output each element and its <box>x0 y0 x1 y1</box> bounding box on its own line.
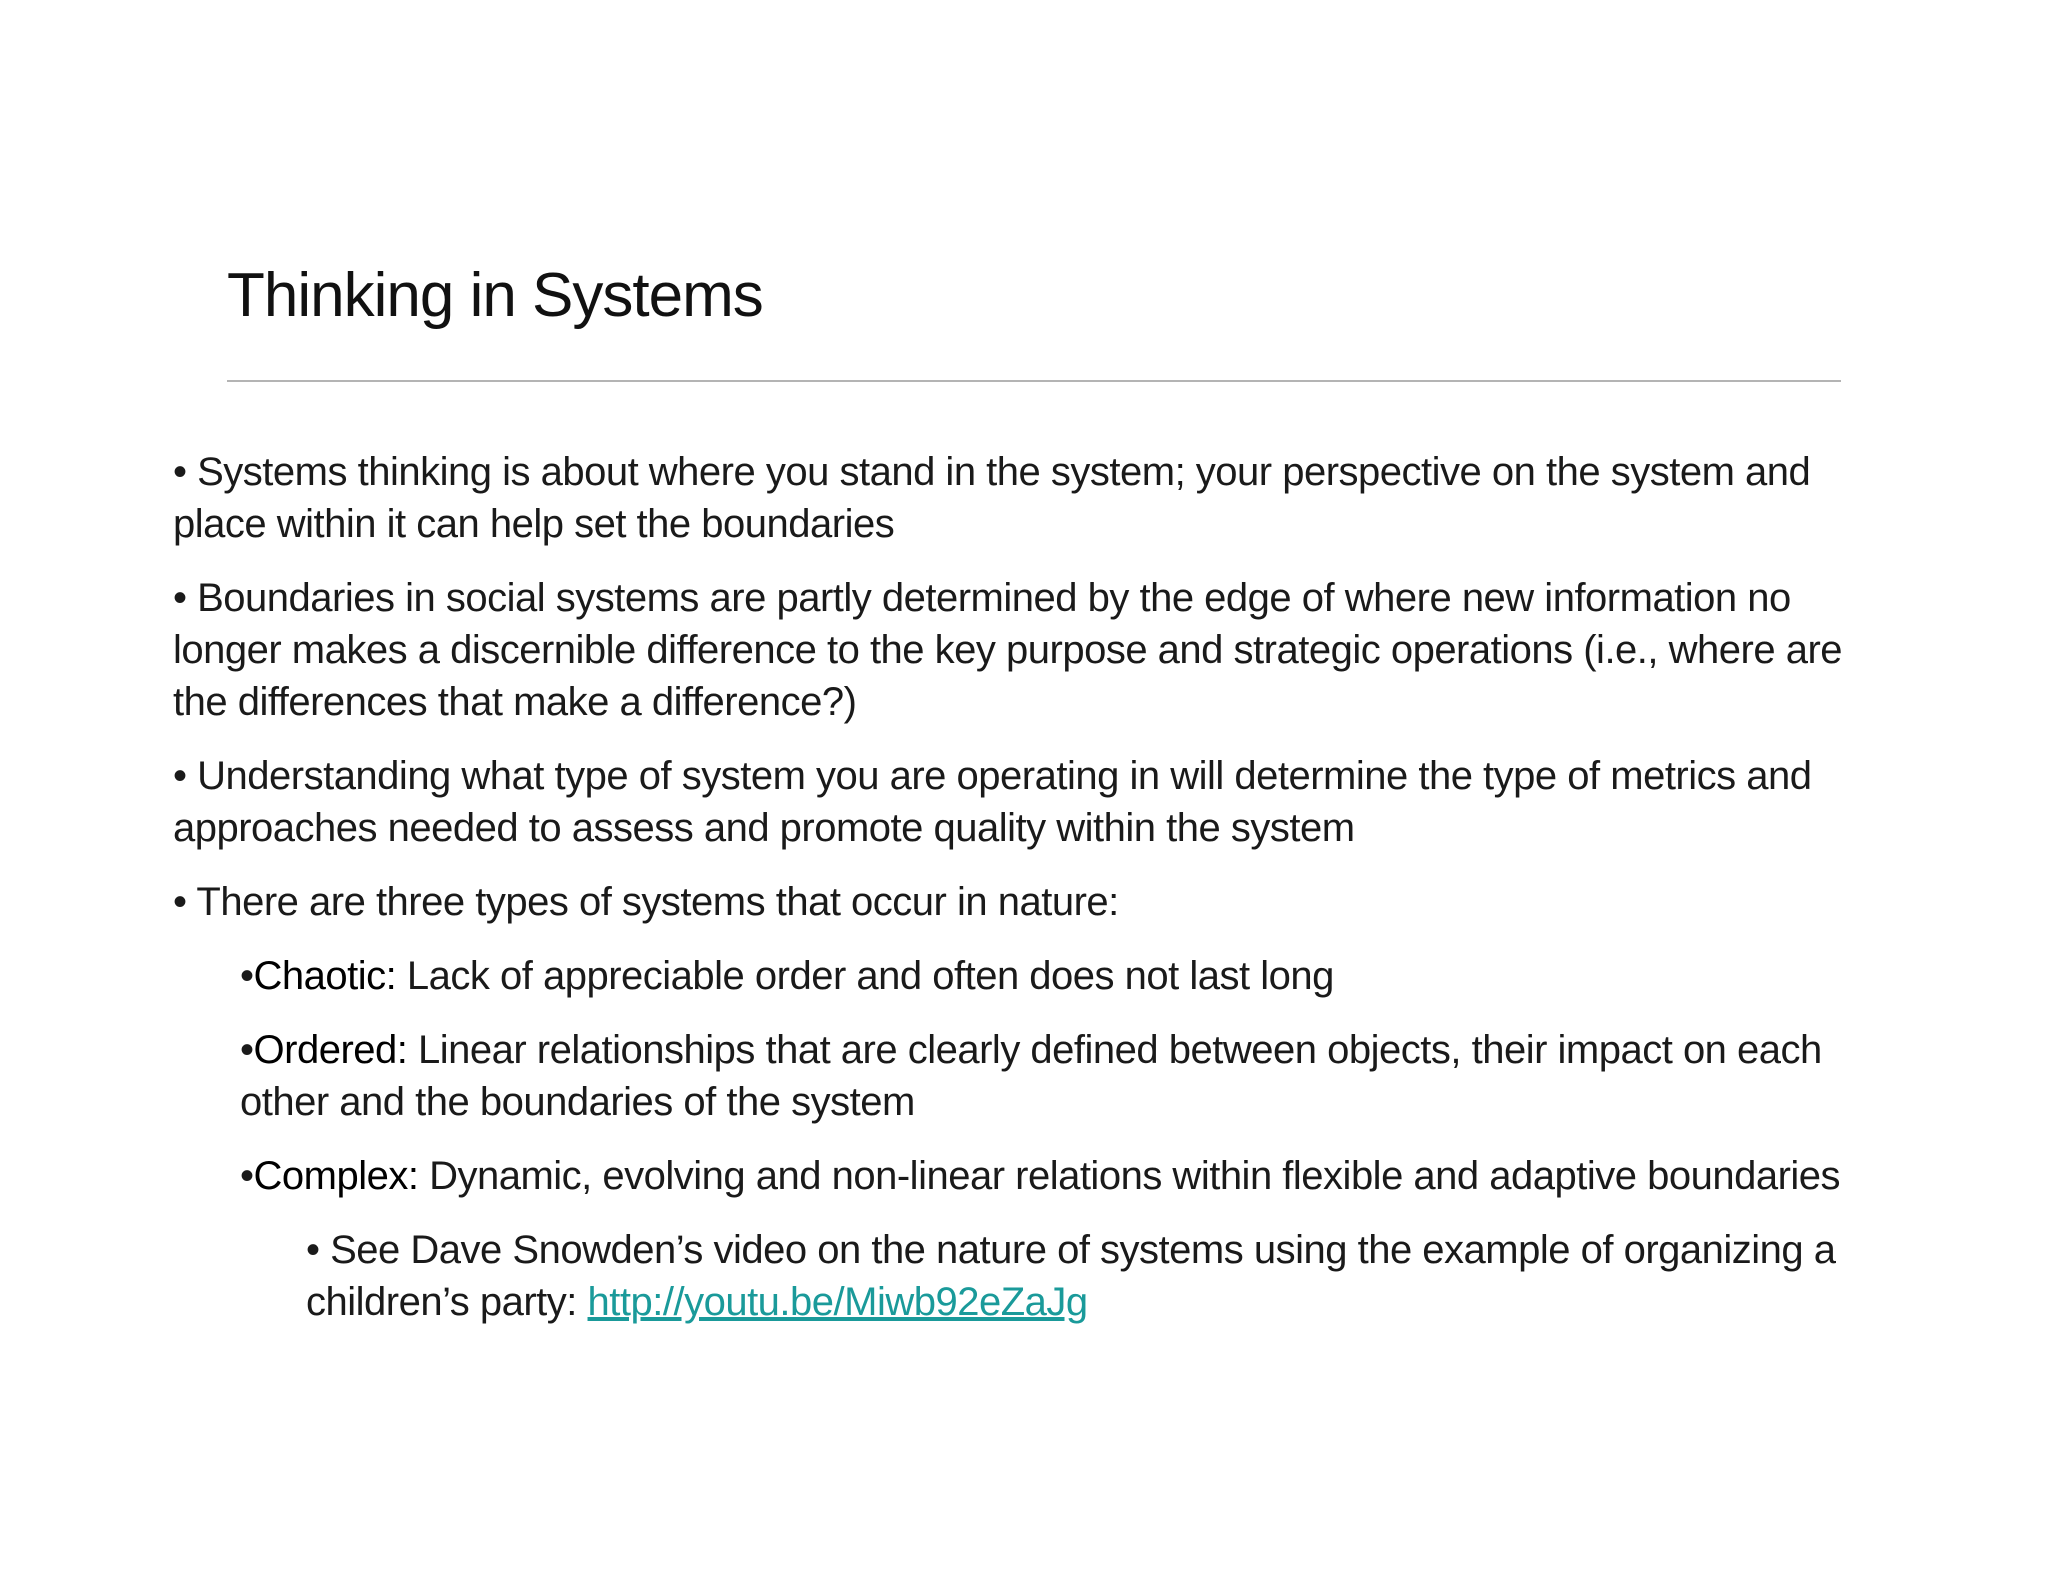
bullet-marker: • <box>240 1028 254 1072</box>
system-type-complex <box>240 1150 1893 1202</box>
bullet-item <box>173 572 1893 728</box>
bullet-text: There are three types of systems that occur in nature: <box>186 880 1119 924</box>
system-type-description: Linear relationships that are clearly defined between objects, their impact on each other and the boundaries of the system <box>240 1028 1822 1124</box>
bullet-marker: • <box>173 880 187 924</box>
system-type-term: Complex: <box>253 1154 419 1198</box>
video-link[interactable]: http://youtu.be/Miwb92eZaJg <box>587 1280 1088 1324</box>
system-type-term: Ordered: <box>253 1028 408 1072</box>
system-type-term: Chaotic: <box>253 954 397 998</box>
system-type-description: Lack of appreciable order and often does not last long <box>396 954 1334 998</box>
slide-body <box>173 446 1893 1350</box>
system-type-description: Dynamic, evolving and non-linear relations within flexible and adaptive boundaries <box>418 1154 1841 1198</box>
bullet-text: Systems thinking is about where you stand in the system; your perspective on the system and place within it can help set the boundaries <box>173 450 1811 546</box>
system-type-chaotic <box>240 950 1893 1002</box>
system-type-ordered <box>240 1024 1893 1128</box>
video-note-text: See Dave Snowden’s video on the nature of systems using the example of organizing a children’s party: <box>306 1228 1836 1324</box>
bullet-text: Boundaries in social systems are partly determined by the edge of where new information no longer makes a discernible difference to the key purpose and strategic operations (i.e., where are the differences that make a difference?) <box>173 576 1843 724</box>
bullet-marker: • <box>240 954 254 998</box>
title-divider <box>227 380 1841 382</box>
bullet-marker: • <box>173 754 187 798</box>
bullet-marker: • <box>306 1228 320 1272</box>
bullet-item <box>173 750 1893 854</box>
slide-title: Thinking in Systems <box>227 261 763 330</box>
video-note <box>306 1224 1893 1328</box>
bullet-marker: • <box>173 576 187 620</box>
bullet-item <box>173 446 1893 550</box>
bullet-item <box>173 876 1893 928</box>
bullet-text: Understanding what type of system you are operating in will determine the type of metrics and approaches needed to assess and promote quality within the system <box>173 754 1812 850</box>
bullet-marker: • <box>240 1154 254 1198</box>
bullet-marker: • <box>173 450 187 494</box>
